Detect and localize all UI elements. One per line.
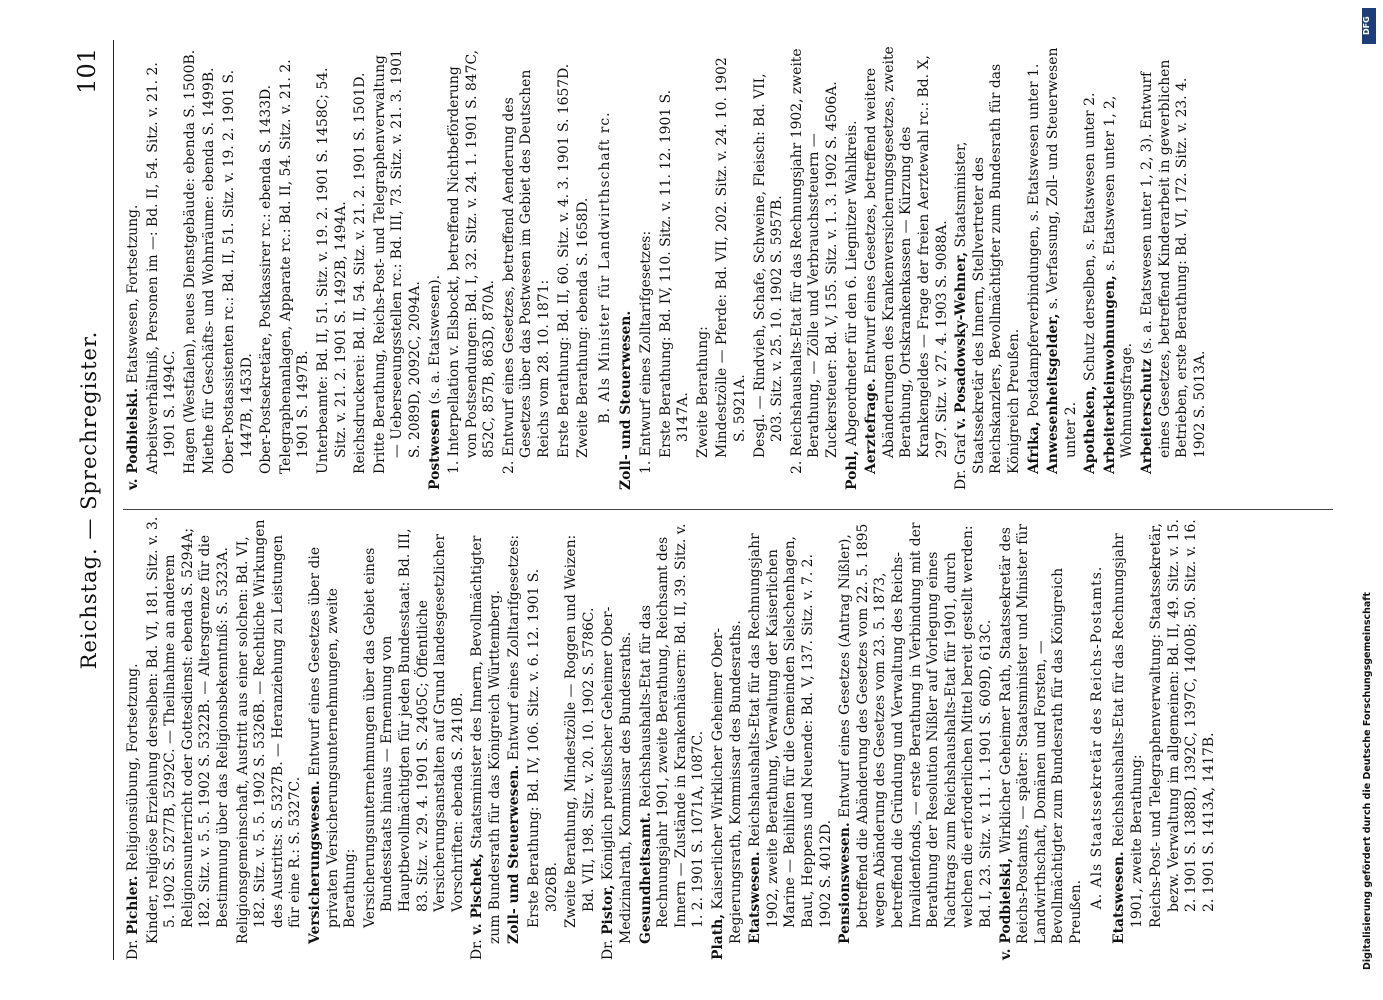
- entry-text: Reichs-Post- und Telegraphenverwaltung: Staatssekretär, bezw. Verwaltung im allgemeinen: Bd. II, 49. Sitz. v. 15. 2. 1901 S. 1388D, 1392C, 1397C, 1400B; 50. Sitz. v. 16. 2. 1901 S. 1413A, 1417B.: [1148, 519, 1218, 928]
- entry-text: Zweite Berathung, Mindestzölle — Roggen und Weizen: Bd. VII, 198. Sitz. v. 20. 10. 1902 S. 5786C.: [563, 534, 597, 928]
- entry-text: Unterbeamte: Bd. II, 51. Sitz. v. 19. 2. 1901 S. 1458C; 54. Sitz. v. 21. 2. 1901 S. 1492B, 1494A.: [314, 67, 349, 474]
- entry-text: Wirklicher Geheimer Rath, Staatssekretär des Reichs-Postamts, — später: Staatsminister und Minister für Landwirthschaft, Domänen und Forsten, — Bevollmächtigter zum Bundesrath für das Königreich Preußen.: [997, 524, 1084, 944]
- entry-text: Zweite Berathung: ebenda S. 1658D.: [575, 197, 592, 458]
- entry-text: (s. a. Etatswesen unter 1, 2, 3). Entwurf eines Gesetzes, betreffend Kinderarbeit in gewerblichen Betrieben, erste Berathung: Bd. VI, 172. Sitz. v. 23. 4. 1902 S. 5013A.: [1139, 59, 1208, 458]
- entry-text: Dr.: [469, 934, 486, 960]
- entry-keyword: Apotheken,: [1082, 385, 1099, 474]
- register-entry: [695, 45, 713, 490]
- entry-text: Erste Berathung: Bd. IV, 106. Sitz. v. 6. 12. 1901 S. 3026B.: [526, 568, 560, 928]
- entry-keyword: Versicherungswesen.: [306, 780, 323, 944]
- register-entry: [362, 515, 468, 960]
- entry-text: Kinder, religiöse Erziehung derselben: Bd. VI, 181. Sitz. v. 3. 5. 1902 S. 5277B, 5292C. — Theilnahme an anderem Religionsunterricht oder Gottesdienst: ebenda S. 5294A; 182. Sitz. v. 5. 5. 1902 S. 5322B. — Altersgrenze für die Bestimmung über das Religionsbekenntniß: S. 5323A.: [144, 516, 231, 944]
- entry-keyword: v. Podbielski,: [997, 857, 1014, 960]
- register-entry: [352, 45, 370, 490]
- register-entry: [563, 515, 598, 960]
- register-entry: [1102, 45, 1137, 490]
- entry-text: Erste Berathung: Bd. IV, 110. Sitz. v. 11. 12. 1901 S. 3147A.: [657, 89, 692, 458]
- register-entry: [638, 515, 708, 960]
- register-entry: [145, 45, 180, 490]
- register-entry: [315, 45, 350, 490]
- register-entry: [1139, 45, 1209, 490]
- entry-text: Staatsminister, Staatssekretär des Innern, Stellvertreter des Reichskanzlers, Bevollmächtigter zum Bundesrath für das Königreich Preußen.: [953, 63, 1022, 474]
- entry-keyword: Pichler.: [125, 875, 141, 935]
- register-entry: [658, 45, 693, 490]
- entry-text: Entwurf eines Zolltarifgesetzes:: [506, 534, 523, 765]
- entry-text: 2. Entwurf eines Gesetzes, betreffend Aenderung des Gesetzes über das Postwesen im Gebiet des Deutschen Reichs vom 28. 10. 1871:: [500, 69, 553, 474]
- entry-text: Dr. Graf: [953, 429, 970, 490]
- entry-text: Zweite Berathung:: [694, 326, 711, 458]
- register-entry: [863, 45, 951, 490]
- entry-text: Dritte Berathung, Reichs-Post- und Telegraphenverwaltung — Ueberseeungsstellen rc.: Bd. III, 73. Sitz. v. 21. 3. 1901 S. 2089D, 2092C, 2094A.: [371, 49, 423, 474]
- register-entry: [618, 45, 636, 490]
- entry-text: Entwurf eines Gesetzes, betreffend weitere Abänderungen des Krankenversicherungsgesetzes, zweite Berathung, Ortskrankenkassen — Kürzung des Krankengeldes — Frage der freien Aerztewahl rc.: Bd. X, 297. Sitz. v. 27. 4. 1903 S. 9088A.: [863, 46, 950, 458]
- digitization-note: Digitalisierung gefördert durch die Deutsche Forschungsgemeinschaft: [1362, 592, 1373, 970]
- left-column: [125, 515, 1221, 960]
- entry-text: 1. Entwurf eines Zolltarifgesetzes:: [638, 230, 655, 474]
- entry-text: Postdampferverbindungen, s. Etatswesen unter 1.: [1025, 63, 1042, 422]
- register-entry: [201, 45, 219, 490]
- register-entry: [953, 45, 1023, 490]
- register-entry: [307, 515, 360, 960]
- register-entry: [125, 515, 143, 960]
- entry-text: Religionsübung, Fortsetzung.: [125, 663, 141, 876]
- register-entry: [710, 515, 745, 960]
- register-entry: [145, 515, 233, 960]
- register-entry: [1148, 515, 1218, 960]
- entry-keyword: Arbeiterkleinwohnungen,: [1101, 275, 1118, 474]
- entry-keyword: Etatswesen.: [747, 851, 764, 944]
- entry-keyword: v. Pischek,: [469, 853, 486, 935]
- register-entry: [1026, 45, 1044, 490]
- entry-text: Erste Berathung: Bd. II, 60. Sitz. v. 4. 3. 1901 S. 1657D.: [555, 63, 572, 458]
- register-entry: [747, 515, 835, 960]
- register-entry: [506, 515, 524, 960]
- entry-text: Reichshaushalts-Etat für das Rechnungsjahr 1902, zweite Berathung, Verwaltung der Kaiserlichen Marine — Beihilfen für die Gemeinden Sielschenhagen, Baut, Heppens und Neuende: Bd. V, 137. Sitz. v. 7. 2. 1902 S. 4012D.: [747, 533, 834, 928]
- entry-text: Abgeordneter für den 6. Liegnitzer Wahlkreis.: [843, 120, 860, 451]
- entry-keyword: v. Podbielski.: [125, 387, 141, 490]
- entry-text: Mindestzölle — Pferde: Bd. VII, 202. Sitz. v. 24. 10. 1902 S. 5921A.: [714, 57, 748, 458]
- entry-text: Desgl. — Rindvieh, Schafe, Schweine, Fleisch: Bd. VII, 203. Sitz. v. 25. 10. 1902 S. 5957B.: [751, 73, 786, 458]
- entry-text: Dr.: [600, 934, 617, 960]
- register-entry: [752, 45, 787, 490]
- register-entry: [278, 45, 313, 490]
- entry-keyword: Plath,: [710, 913, 726, 960]
- entry-keyword: Anwesenheitsgelder,: [1045, 313, 1062, 474]
- register-entry: [638, 45, 656, 490]
- dfg-logo: DFG: [1362, 8, 1376, 44]
- register-entry: [998, 515, 1086, 960]
- entry-keyword: Zoll- und Steuerwesen.: [506, 764, 523, 944]
- entry-text: Ober-Postassistenten rc.: Bd. II, 51. Sitz. v. 19. 2. 1901 S. 1447B, 1453D.: [220, 70, 255, 474]
- entry-text: (s. a. Etatswesen).: [426, 274, 443, 409]
- entry-keyword: Pohl,: [843, 450, 860, 490]
- register-entry: [600, 515, 635, 960]
- register-entry: [844, 45, 862, 490]
- entry-text: Kaiserlicher Wirklicher Geheimer Ober-Regierungsrath, Kommissar des Bundesraths.: [710, 620, 744, 944]
- column-divider: [123, 509, 1333, 510]
- register-entry: [501, 45, 554, 490]
- entry-keyword: Afrika,: [1025, 421, 1042, 474]
- entry-text: Hagen (Westfalen), neues Dienstgebäude: ebenda S. 1500B.: [181, 49, 198, 474]
- entry-keyword: Etatswesen.: [1111, 851, 1128, 944]
- entry-text: Staatsminister des Innern, Bevollmächtigter zum Bundesrath für das Königreich Württemberg.: [469, 535, 503, 944]
- entry-keyword: Pensionswesen.: [837, 822, 854, 944]
- entry-text: Etatswesen, Fortsetzung.: [125, 204, 141, 388]
- register-entry: [526, 515, 561, 960]
- entry-keyword: v. Posadowsky-Wehner,: [953, 251, 970, 430]
- entry-text: s. Verfassung, Zoll- und Steuerwesen unter 2.: [1045, 47, 1079, 458]
- entry-text: Reichshaushalts-Etat für das Rechnungsjahr 1901, zweite Berathung, Reichsamt des Innern — Zustände in Krankenhäusern: Bd. II, 39. Sitz. v. 1. 2. 1901 S. 1071A, 1087C.: [637, 523, 707, 928]
- entry-text: Ober-Postsekretäre, Postkassirer rc.: ebenda S. 1433D.: [258, 84, 275, 474]
- entry-text: A. Als Staatssekretär des Reichs-Postamts.: [1089, 565, 1106, 910]
- register-entry: [372, 45, 425, 490]
- register-entry: [597, 45, 615, 490]
- page-number: 101: [73, 48, 101, 94]
- register-entry: [714, 45, 749, 490]
- page-header: [65, 40, 114, 960]
- entry-text: Entwurf eines Gesetzes (Antrag Nißler), betreffend die Abänderung des Gesetzes vom 22. 5. 1895 wegen Abänderung des Gesetzes vom 23. 5. 1873, betreffend die Gründung und Verwaltung des Reichs-Invalidenfonds, — erste Berathung in Verbindung mit der Berathung der Resolution Nißler auf Vorlegung eines Nachtrags zum Reichshaushalts-Etat für 1901, durch welchen die erforderlichen Mittel bereit gestellt werden: Bd. I, 23. Sitz. v. 11. 1. 1901 S. 609D, 613C.: [837, 522, 994, 928]
- register-entry: [575, 45, 593, 490]
- register-entry: [469, 515, 504, 960]
- entry-keyword: Aerztefrage.: [863, 378, 880, 474]
- entry-keyword: Postwesen: [426, 408, 443, 490]
- register-entry: [427, 45, 445, 490]
- entry-keyword: Arbeiterschutz: [1139, 358, 1156, 474]
- entry-text: Reichshaushalts-Etat für das Rechnungsjahr 1901, zweite Berathung:: [1111, 533, 1145, 928]
- register-entry: [1111, 515, 1146, 960]
- register-entry: [446, 45, 499, 490]
- register-entry: [221, 45, 256, 490]
- register-entry: [837, 515, 995, 960]
- entry-text: Versicherungsunternehmungen über das Gebiet eines Bundesstaats hinaus — Ernennung von Hauptbevollmächtigten für jeden Bundesstaat: Bd. III, 83. Sitz. v. 29. 4. 1901 S. 2405C; Öffentliche Versicherungsanstalten auf Grund landesgesetzlicher Vorschriften: ebenda S. 2410B.: [361, 528, 466, 928]
- register-entry: [125, 45, 143, 490]
- entry-text: 1. Interpellation v. Elsbockt, betreffend Nichtbeförderung von Postsendungen: Bd. I, 32. Sitz. v. 24. 1. 1901 S. 847C, 852C, 857B, 863D, 870A.: [446, 50, 498, 474]
- register-entry: [789, 45, 842, 490]
- entry-keyword: Pistor,: [600, 884, 617, 935]
- entry-text: 2. Reichshaushalts-Etat für das Rechnungsjahr 1902, zweite Berathung, — Zölle und Verbrauchssteuern — Zuckersteuer: Bd. V, 155. Sitz. v. 1. 3. 1902 S. 4506A.: [788, 48, 840, 474]
- running-title: Reichstag. — Sprechregister.: [77, 330, 101, 670]
- entry-text: Dr.: [125, 934, 141, 960]
- entry-text: Königlich preußischer Geheimer Ober-Medizinalrath, Kommissar des Bundesraths.: [600, 606, 635, 944]
- register-entry: [235, 515, 305, 960]
- entry-text: B. Als Minister für Landwirthschaft rc.: [596, 111, 613, 424]
- register-entry: [258, 45, 276, 490]
- entry-text: Entwurf eines Gesetzes über die privaten Versicherungsunternehmungen, zweite Berathung:: [306, 546, 359, 928]
- right-column: [125, 45, 1211, 490]
- register-entry: [182, 45, 200, 490]
- entry-text: Schutz derselben, s. Etatswesen unter 2.: [1082, 92, 1099, 386]
- entry-text: s. Etatswesen unter 1, 2, Wohnungsfrage.: [1101, 95, 1136, 458]
- entry-text: Telegraphenanlagen, Apparate rc.: Bd. II, 54. Sitz. v. 21. 2. 1901 S. 1497B.: [277, 59, 312, 474]
- entry-keyword: Gesundheitsamt.: [637, 812, 654, 944]
- register-entry: [1082, 45, 1100, 490]
- entry-text: Religionsgemeinschaft, Austritt aus einer solchen: Bd. VI, 182. Sitz. v. 5. 5. 1902 S. 5326B. — Rechtliche Wirkungen des Austritts: S. 5327B. — Heranziehung zu Leistungen für eine R.: S. 5327C.: [234, 519, 304, 944]
- register-entry: [1089, 515, 1107, 960]
- rotated-page: [55, 0, 1355, 1000]
- entry-text: Miethe für Geschäfts- und Wohnräume: ebenda S. 1499B.: [201, 67, 218, 474]
- register-entry: [1045, 45, 1080, 490]
- entry-text: Arbeitsverhältniß, Personen im —: Bd. II, 54. Sitz. v. 21. 2. 1901 S. 1494C.: [144, 62, 179, 474]
- entry-keyword: Zoll- und Steuerwesen.: [618, 310, 635, 490]
- entry-text: Reichsdruckerei: Bd. II, 54. Sitz. v. 21. 2. 1901 S. 1501D.: [352, 72, 369, 474]
- register-entry: [556, 45, 574, 490]
